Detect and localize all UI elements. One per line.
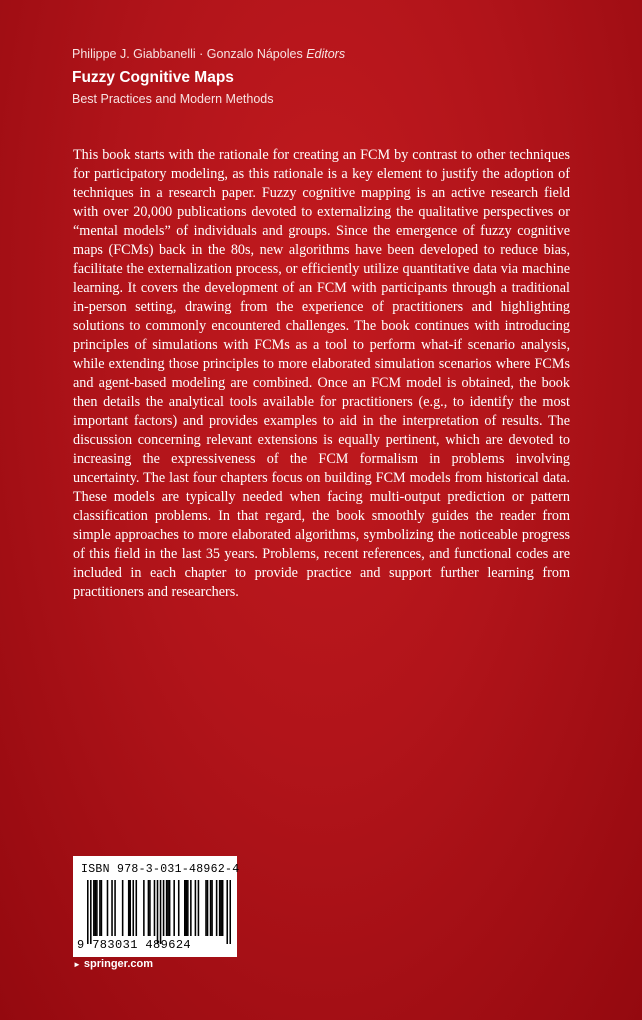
- editors-line: [72, 47, 345, 61]
- barcode-bar: [220, 880, 222, 936]
- barcode-bar: [157, 880, 159, 944]
- publisher-site: springer.com: [83, 958, 153, 970]
- barcode-bar: [143, 880, 145, 936]
- barcode-bar: [207, 880, 209, 936]
- barcode-digits: 9 783031 489624: [77, 938, 192, 952]
- arrow-icon: ►: [73, 960, 81, 969]
- barcode-bar: [149, 880, 151, 936]
- barcode-bar: [229, 880, 231, 944]
- barcode-bar: [111, 880, 113, 936]
- barcode-bar: [148, 880, 150, 936]
- barcode-bar: [136, 880, 138, 936]
- barcode-bar: [128, 880, 130, 936]
- barcode-bar: [122, 880, 124, 936]
- barcode-bar: [99, 880, 101, 936]
- barcode-bar: [186, 880, 188, 936]
- barcode-bar: [93, 880, 95, 936]
- barcode-bar: [167, 880, 169, 936]
- barcode-bar: [95, 880, 97, 936]
- barcode-bar: [190, 880, 192, 936]
- barcode-bar: [210, 880, 212, 936]
- barcode-bar: [178, 880, 180, 936]
- barcode-bar: [205, 880, 207, 936]
- barcode: [87, 880, 231, 944]
- barcode-bar: [211, 880, 213, 936]
- barcode-bar: [166, 880, 168, 936]
- barcode-bar: [163, 880, 165, 936]
- barcode-bar: [169, 880, 171, 936]
- barcode-bar: [226, 880, 228, 944]
- barcode-bar: [160, 880, 162, 944]
- barcode-bar: [87, 880, 89, 944]
- editors-role: Editors: [306, 47, 346, 61]
- barcode-bar: [90, 880, 92, 944]
- barcode-bar: [96, 880, 98, 936]
- barcode-bar: [132, 880, 134, 936]
- barcode-bar: [173, 880, 175, 936]
- book-description: This book starts with the rationale for creating an FCM by contrast to other techniques for participatory modeling, as this rationale is a key element to justify the adoption of techniques in a research paper. Fuzzy cognitive mapping is an active research field with over 20,000 publications devoted to externalizing the qualitative perspectives or “mental models” of individuals and groups. Since the emergence of fuzzy cognitive maps (FCMs) back in the 80s, new algorithms have been developed to reduce bias, facilitate the externalization process, or efficiently utilize quantitative data via machine learning. It covers the development of an FCM with participants through a traditional in-person setting, drawing from the experience of practitioners and highlighting solutions to commonly encountered challenges. The book continues with introducing principles of simulations with FCMs as a tool to perform what-if scenario analysis, while extending those principles to more elaborated simulation scenarios where FCMs and agent-based modeling are combined. Once an FCM model is obtained, the book then details the analytical tools available for practitioners (e.g., to identify the most important factors) and provides examples to aid in the interpretation of results. The discussion concerning relevant extensions is equally pertinent, which are devoted to increasing the expressiveness of the FCM formalism in problems involving uncertainty. The last four chapters focus on building FCM models from historical data. These models are typically needed when facing multi-output prediction or pattern classification problems. In that regard, the book smoothly guides the reader from simple approaches to more elaborated algorithms, symbolizing the noticeable progress of this field in the last 35 years. Problems, recent references, and functional codes are included in each chapter to provide practice and support further learning from practitioners and researchers.: [73, 147, 570, 600]
- book-subtitle: Best Practices and Modern Methods: [72, 92, 274, 106]
- barcode-bar: [195, 880, 197, 936]
- barcode-bar: [198, 880, 200, 936]
- barcode-bar: [114, 880, 116, 936]
- isbn-label: ISBN 978-3-031-48962-4: [81, 863, 240, 876]
- barcode-bar: [216, 880, 218, 936]
- barcode-bar: [107, 880, 109, 936]
- isbn-barcode-box: [73, 856, 240, 957]
- barcode-bar: [154, 880, 156, 936]
- barcode-bar: [184, 880, 186, 936]
- barcode-bar: [187, 880, 189, 936]
- barcode-bar: [101, 880, 103, 936]
- barcode-bar: [222, 880, 224, 936]
- publisher-link[interactable]: [73, 958, 153, 970]
- barcode-bar: [129, 880, 131, 936]
- editor-names: Philippe J. Giabbanelli · Gonzalo Nápoles: [72, 47, 303, 61]
- book-title: Fuzzy Cognitive Maps: [72, 69, 234, 86]
- barcode-bar: [219, 880, 221, 936]
